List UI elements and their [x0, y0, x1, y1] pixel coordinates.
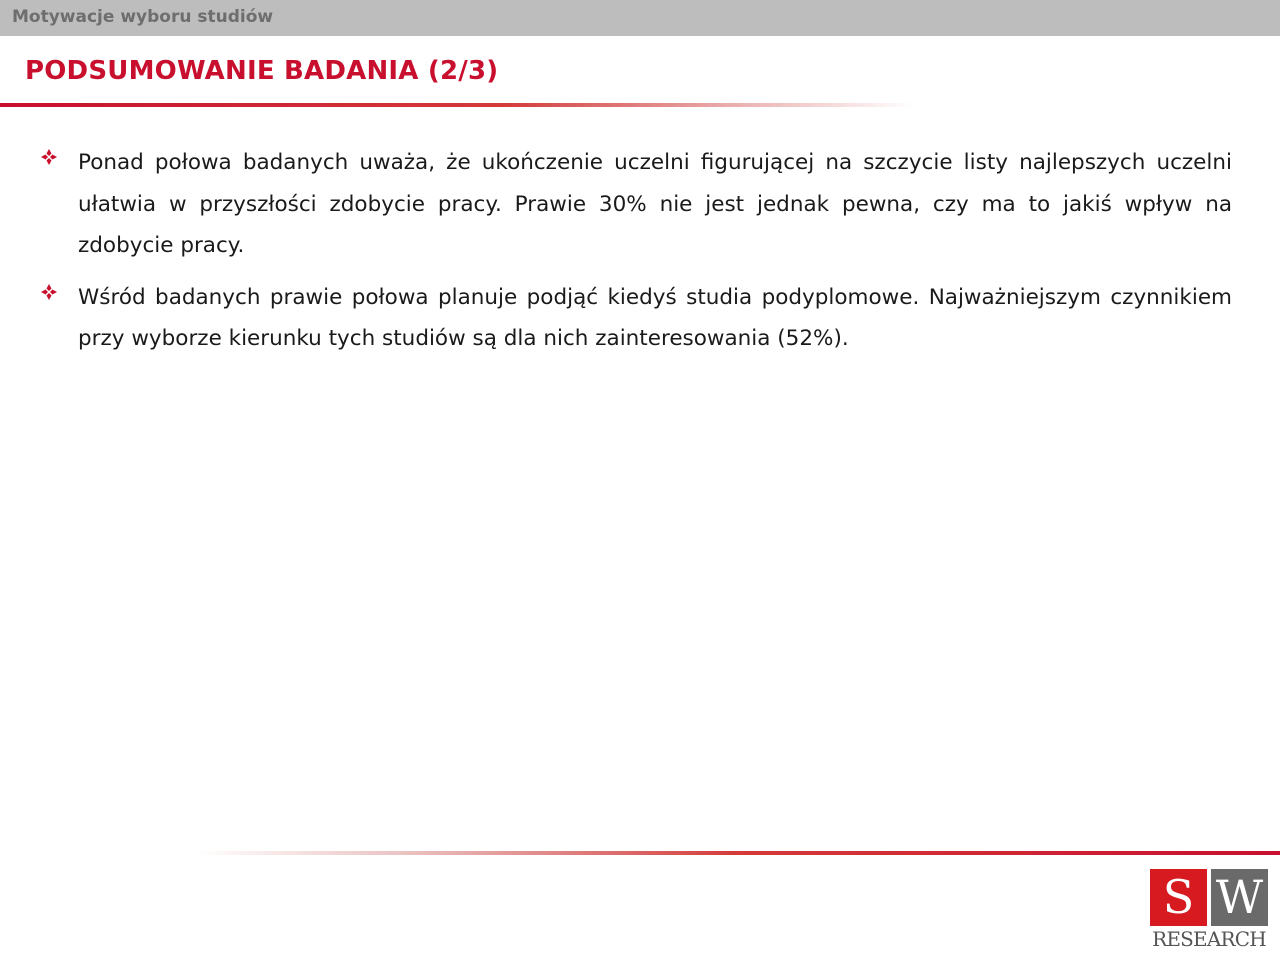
diamond-bullet-icon: [40, 142, 78, 166]
footer-divider: [195, 851, 1280, 855]
logo-letter-w: W: [1211, 869, 1268, 926]
logo-subtitle: RESEARCH: [1152, 927, 1266, 951]
sw-research-logo: [1148, 869, 1270, 953]
logo-letter-s: S: [1150, 869, 1207, 926]
bullet-item: [40, 142, 1232, 267]
top-header-bar: [0, 0, 1280, 36]
bullet-text: Wśród badanych prawie połowa planuje podjąć kiedyś studia podyplomowe. Najważniejszym czynnikiem przy wyborze kierunku tych studiów są dla nich zainteresowania (52%).: [78, 284, 1232, 351]
diamond-bullet-icon: [40, 277, 78, 301]
slide-title: PODSUMOWANIE BADANIA (2/3): [25, 56, 499, 86]
bullet-list: [40, 142, 1232, 370]
section-title: Motywacje wyboru studiów: [12, 7, 274, 27]
bullet-text: Ponad połowa badanych uważa, że ukończenie uczelni figurującej na szczycie listy najlepszych uczelni ułatwia w przyszłości zdobycie pracy. Prawie 30% nie jest jednak pewna, czy ma to jakiś wpływ na zdobycie pracy.: [78, 150, 1232, 258]
bullet-item: [40, 277, 1232, 360]
title-divider: [0, 103, 915, 107]
